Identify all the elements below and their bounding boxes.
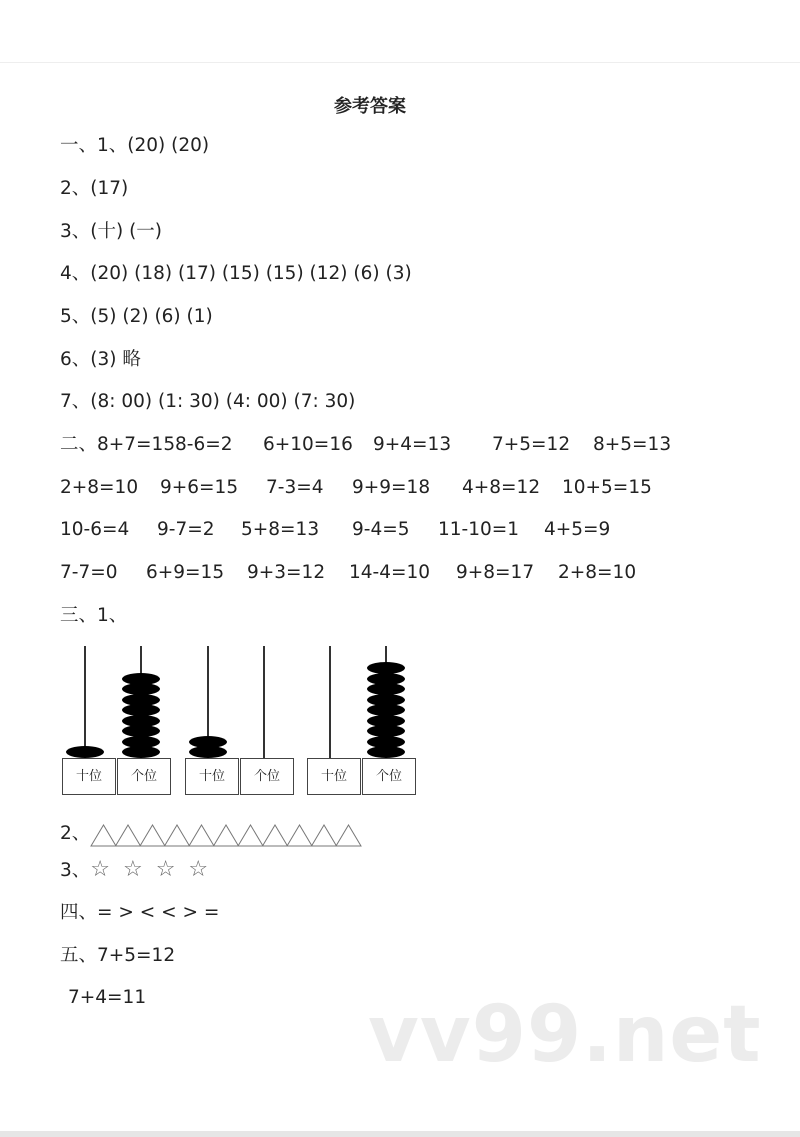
bead: [367, 683, 405, 695]
equation: 2+8=10: [60, 477, 139, 498]
q3-line: [60, 858, 211, 883]
bead: [122, 683, 160, 695]
equation: 7-7=0: [60, 562, 118, 583]
ones-place-box: 个位: [117, 758, 171, 795]
triangle: [189, 825, 214, 846]
bead: [66, 746, 104, 758]
bead: [367, 704, 405, 716]
triangle: [116, 825, 141, 846]
answer-line: 2、(17): [60, 178, 129, 199]
answer-line: 一、1、(20) (20): [60, 135, 210, 156]
bead: [122, 746, 160, 758]
section-3-label: 三、1、: [60, 605, 128, 626]
section-5-line2: 7+4=11: [68, 987, 147, 1008]
equation: 8+5=13: [593, 434, 672, 455]
answer-line: 5、(5) (2) (6) (1): [60, 306, 213, 327]
bead: [367, 746, 405, 758]
triangle: [91, 825, 116, 846]
tens-rod: [329, 646, 331, 758]
equation: 4+8=12: [462, 477, 541, 498]
section-5-line1: 五、7+5=12: [60, 945, 176, 966]
answer-line: 7、(8: 00) (1: 30) (4: 00) (7: 30): [60, 391, 356, 412]
abacus: [307, 646, 419, 796]
bead: [122, 694, 160, 706]
watermark: vv99.net: [368, 990, 762, 1080]
bottom-bar: [0, 1131, 800, 1137]
bead: [189, 736, 227, 748]
equation: 11-10=1: [438, 519, 520, 540]
abacus: [62, 646, 174, 796]
ones-place-box: 个位: [362, 758, 416, 795]
tens-place-box: 十位: [62, 758, 116, 795]
abacus: [185, 646, 297, 796]
equation: 5+8=13: [241, 519, 320, 540]
bead: [367, 694, 405, 706]
ones-place-box: 个位: [240, 758, 294, 795]
answer-line: 4、(20) (18) (17) (15) (15) (12) (6) (3): [60, 263, 412, 284]
triangle: [336, 825, 361, 846]
bead: [367, 736, 405, 748]
triangles-figure: [90, 823, 365, 848]
equation: 2+8=10: [558, 562, 637, 583]
page-title: 参考答案: [334, 96, 406, 117]
tens-place-box: 十位: [307, 758, 361, 795]
bead: [122, 673, 160, 685]
bead: [122, 715, 160, 727]
ones-rod: [263, 646, 265, 758]
bead: [189, 746, 227, 758]
equation: 9+8=17: [456, 562, 535, 583]
triangle: [214, 825, 239, 846]
tens-rod: [84, 646, 86, 758]
answer-line: 3、(十) (一): [60, 221, 163, 242]
equation: 14-4=10: [349, 562, 431, 583]
q3-label: 3、: [60, 860, 91, 881]
equation: 8+7=15: [97, 434, 176, 455]
section-2-prefix: 二、: [60, 434, 98, 455]
section-4: 四、= > < < > =: [60, 902, 220, 923]
equation: 4+5=9: [544, 519, 611, 540]
equation: 6+10=16: [263, 434, 353, 455]
triangle: [287, 825, 312, 846]
equation: 9+4=13: [373, 434, 452, 455]
equation: 9+9=18: [352, 477, 431, 498]
triangle: [263, 825, 288, 846]
equation: 7-3=4: [266, 477, 324, 498]
equation: 8-6=2: [175, 434, 233, 455]
bead: [367, 725, 405, 737]
triangle: [238, 825, 263, 846]
stars-icon: ☆ ☆ ☆ ☆: [90, 857, 212, 882]
tens-place-box: 十位: [185, 758, 239, 795]
equation: 7+5=12: [492, 434, 571, 455]
triangle: [165, 825, 190, 846]
equation: 6+9=15: [146, 562, 225, 583]
bead: [122, 725, 160, 737]
triangle: [312, 825, 337, 846]
triangle: [140, 825, 165, 846]
bead: [122, 736, 160, 748]
answer-line: 6、(3) 略: [60, 349, 141, 370]
equation: 10+5=15: [562, 477, 652, 498]
bead: [367, 715, 405, 727]
q2-label: 2、: [60, 823, 91, 844]
top-bar: [0, 0, 800, 63]
bead: [122, 704, 160, 716]
equation: 9-7=2: [157, 519, 215, 540]
equation: 10-6=4: [60, 519, 130, 540]
bead: [367, 673, 405, 685]
equation: 9-4=5: [352, 519, 410, 540]
equation: 9+6=15: [160, 477, 239, 498]
equation: 9+3=12: [247, 562, 326, 583]
bead: [367, 662, 405, 674]
